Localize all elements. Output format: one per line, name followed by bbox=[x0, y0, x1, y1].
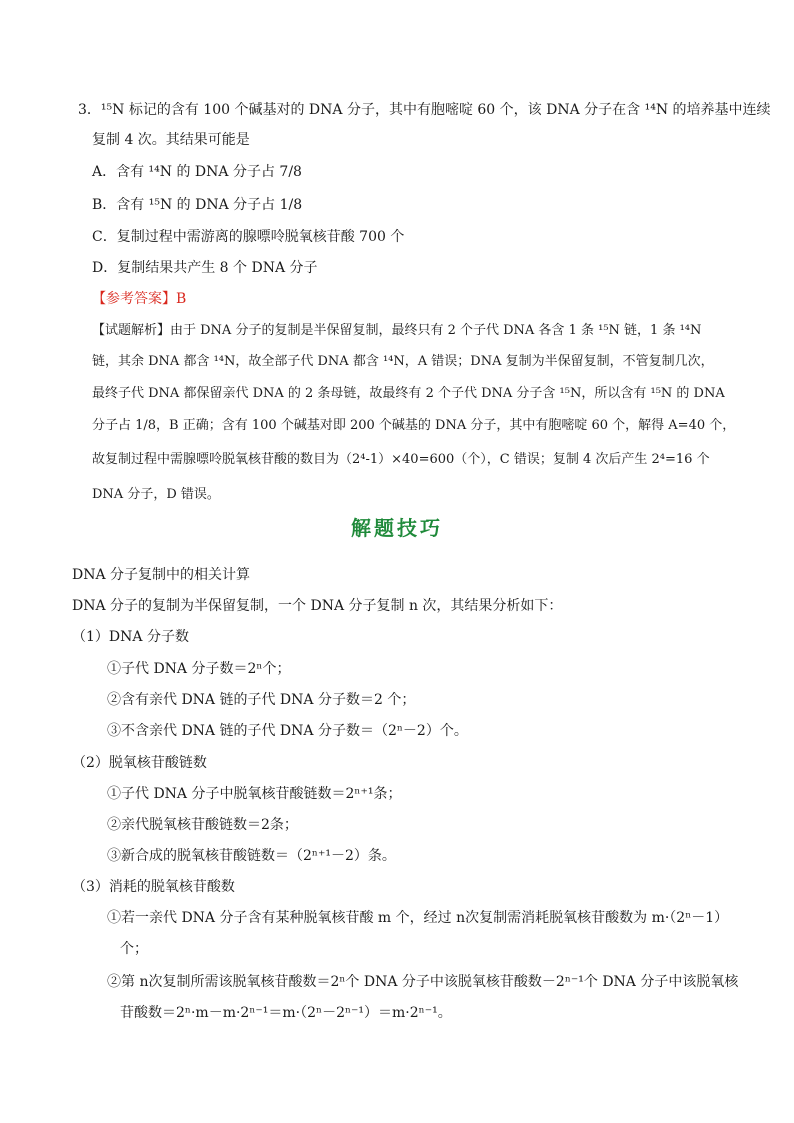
group-1-title: （1）DNA 分子数 bbox=[72, 629, 189, 645]
group-2-item-2: ②亲代脱氧核苷酸链数＝2条； bbox=[107, 817, 298, 833]
analysis-line-3: 最终子代 DNA 都保留亲代 DNA 的 2 条母链，故最终有 2 个子代 DNA 分子含 ¹⁵N，所以含有 ¹⁵N 的 DNA bbox=[92, 386, 725, 401]
option-b: B．含有 ¹⁵N 的 DNA 分子占 1/8 bbox=[92, 197, 303, 213]
group-3-item-1: ①若一亲代 DNA 分子含有某种脱氧核苷酸 m 个，经过 n次复制需消耗脱氧核苷酸数为 m·（2ⁿ－1） bbox=[107, 910, 729, 926]
question-stem-line-1: 3．¹⁵N 标记的含有 100 个碱基对的 DNA 分子，其中有胞嘧啶 60 个，该 DNA 分子在含 ¹⁴N 的培养基中连续 bbox=[78, 102, 771, 118]
group-1-item-2: ②含有亲代 DNA 链的子代 DNA 分子数＝2 个； bbox=[107, 692, 416, 708]
option-d: D．复制结果共产生 8 个 DNA 分子 bbox=[92, 260, 318, 276]
answer-value: B bbox=[176, 291, 187, 307]
reference-answer bbox=[92, 289, 186, 309]
analysis-line-1: 【试题解析】由于 DNA 分子的复制是半保留复制，最终只有 2 个子代 DNA 各含 1 条 ¹⁵N 链，1 条 ¹⁴N bbox=[92, 323, 702, 338]
option-a: A．含有 ¹⁴N 的 DNA 分子占 7/8 bbox=[92, 164, 302, 180]
group-3-item-2-cont: 苷酸数＝2ⁿ·m－m·2ⁿ⁻¹＝m·（2ⁿ－2ⁿ⁻¹）＝m·2ⁿ⁻¹。 bbox=[120, 1005, 452, 1021]
option-c: C．复制过程中需游离的腺嘌呤脱氧核苷酸 700 个 bbox=[92, 229, 405, 245]
analysis-line-2: 链，其余 DNA 都含 ¹⁴N，故全部子代 DNA 都含 ¹⁴N，A 错误；DNA 复制为半保留复制，不管复制几次， bbox=[92, 354, 714, 369]
analysis-line-6: DNA 分子，D 错误。 bbox=[92, 487, 220, 502]
question-stem-line-2: 复制 4 次。其结果可能是 bbox=[92, 132, 250, 148]
tips-heading: DNA 分子复制中的相关计算 bbox=[72, 567, 251, 583]
group-1-item-3: ③不含亲代 DNA 链的子代 DNA 分子数＝（2ⁿ－2）个。 bbox=[107, 723, 468, 739]
group-2-item-3: ③新合成的脱氧核苷酸链数＝（2ⁿ⁺¹－2）条。 bbox=[107, 848, 396, 864]
group-2-title: （2）脱氧核苷酸链数 bbox=[72, 755, 207, 771]
group-2-item-1: ①子代 DNA 分子中脱氧核苷酸链数＝2ⁿ⁺¹条； bbox=[107, 786, 402, 802]
group-3-item-1-cont: 个； bbox=[120, 941, 148, 957]
tips-intro: DNA 分子的复制为半保留复制，一个 DNA 分子复制 n 次，其结果分析如下： bbox=[72, 598, 563, 614]
group-1-item-1: ①子代 DNA 分子数＝2ⁿ个； bbox=[107, 661, 291, 677]
group-3-title: （3）消耗的脱氧核苷酸数 bbox=[72, 879, 235, 895]
group-3-item-2: ②第 n次复制所需该脱氧核苷酸数＝2ⁿ个 DNA 分子中该脱氧核苷酸数－2ⁿ⁻¹个 DNA 分子中该脱氧核 bbox=[107, 974, 739, 990]
analysis-line-5: 故复制过程中需腺嘌呤脱氧核苷酸的数目为（2⁴-1）×40=600（个），C 错误；复制 4 次后产生 2⁴=16 个 bbox=[92, 452, 710, 467]
answer-label: 【参考答案】 bbox=[92, 291, 176, 307]
section-title: 解题技巧 bbox=[351, 516, 443, 540]
analysis-line-4: 分子占 1/8，B 正确；含有 100 个碱基对即 200 个碱基的 DNA 分子，其中有胞嘧啶 60 个，解得 A=40 个， bbox=[92, 418, 736, 433]
